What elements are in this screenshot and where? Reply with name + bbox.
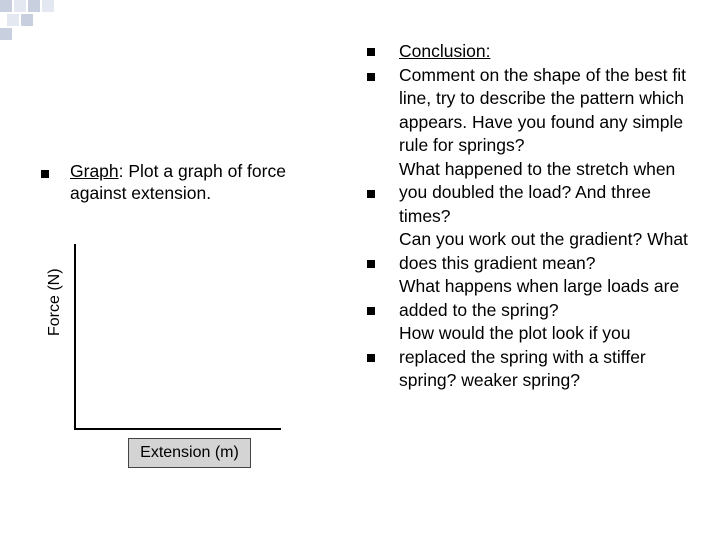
- bullet-icon: [367, 48, 375, 56]
- bullet-icon: [367, 73, 375, 81]
- list-item: What happens when large loads are added to the spring?: [399, 276, 680, 320]
- bullet-icon: [367, 354, 375, 362]
- graph-text: : Plot a graph of force against extension.: [70, 161, 286, 203]
- bullet-icon: [367, 260, 375, 268]
- bullet-icon: [367, 190, 375, 198]
- conclusion-heading: Conclusion:: [399, 41, 491, 61]
- conclusion-list: [399, 40, 699, 393]
- list-item: Comment on the shape of the best fit line, try to describe the pattern which appears. Have you found any simple rule for springs?: [399, 64, 686, 155]
- y-axis: [74, 244, 76, 430]
- left-bullet-icon: [41, 170, 49, 178]
- list-item: How would the plot look if you replaced the spring with a stiffer spring? weaker spring?: [399, 323, 646, 390]
- corner-decoration: [0, 0, 60, 40]
- list-item: What happened to the stretch when you doubled the load? And three times?: [399, 158, 676, 226]
- graph-instruction: [70, 160, 340, 204]
- x-axis-label: Extension (m): [128, 438, 251, 468]
- list-item: Can you work out the gradient? What does this gradient mean?: [399, 229, 688, 273]
- y-axis-label: Force (N): [46, 268, 63, 336]
- graph-label: Graph: [70, 161, 119, 181]
- x-axis: [74, 428, 281, 430]
- bullet-icon: [367, 307, 375, 315]
